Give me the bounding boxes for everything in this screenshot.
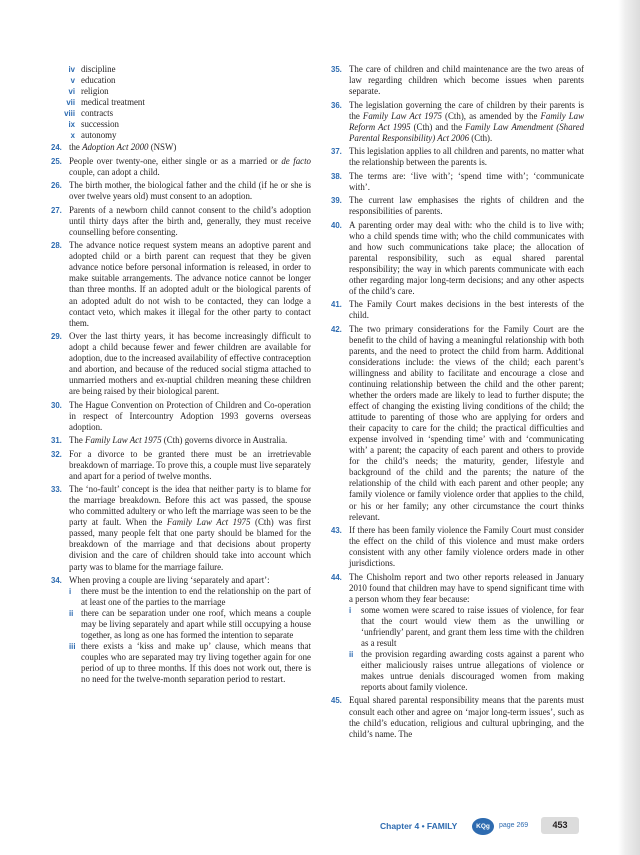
list-numeral: iv <box>68 65 75 74</box>
item-number: 37. <box>331 147 342 157</box>
item-text: A parenting order may deal with: who the child is to live with; who a child spends time with; who the child communicates with and how such communications take place; the allocation of parental responsibility, such as equal shared parental responsibility; the way in which parents communicate with each other regarding major long-term decisions; and any other aspects of the child’s care. <box>349 219 584 296</box>
item-number: 35. <box>331 65 342 74</box>
answer-item <box>51 142 311 153</box>
left-column <box>51 64 311 688</box>
answer-item <box>331 525 584 569</box>
answer-item <box>51 449 311 482</box>
item-text: (Cth) and the <box>410 121 466 132</box>
answer-item <box>331 195 584 217</box>
item-number: 30. <box>51 400 62 410</box>
list-text: medical treatment <box>81 97 145 108</box>
item-number: 44. <box>331 572 342 582</box>
list-numeral: vi <box>68 87 75 97</box>
answer-item <box>331 100 584 144</box>
item-number: 38. <box>331 171 342 181</box>
sub-item <box>69 586 311 608</box>
list-item <box>51 97 311 108</box>
item-text: Parents of a newborn child cannot consent to the child’s adoption until thirty days after the birth and, generally, they must receive counselling before consenting. <box>69 204 311 237</box>
list-text: autonomy <box>81 130 117 141</box>
list-item <box>51 108 311 119</box>
act-title: Family Law Act 1975 <box>85 435 162 446</box>
page-reference: page 269 <box>499 822 529 829</box>
list-numeral: vii <box>66 98 75 108</box>
sub-text: there exists a ‘kiss and make up’ clause, which means that couples who are separated may try living together again for one period of up to three months. If this does not work out, there is no need for the twelve-month separation period to restart. <box>81 641 311 685</box>
sub-item <box>69 608 311 641</box>
list-numeral: x <box>70 131 75 141</box>
item-number: 27. <box>51 205 62 215</box>
item-text: For a divorce to be granted there must be an irretrievable breakdown of marriage. To prove this, a couple must live separately and apart for a period of twelve months. <box>69 448 311 481</box>
item-text: The birth mother, the biological father and the child (if he or she is over twelve years old) must consent to an adoption. <box>69 180 311 202</box>
sub-item <box>349 605 584 649</box>
sub-text: some women were scared to raise issues of violence, for fear that the court would view them as the unwilling or ‘unfriendly’ parent, and grant them less time with the children as a result <box>361 604 584 648</box>
item-number: 33. <box>51 485 62 495</box>
item-text: The ‘no-fault’ concept is the idea that neither party is to blame for the marriage breakdown. Before this act was passed, the spouse who committed adultery or who left the marriage was seen to be the party at fault. When the <box>69 484 311 528</box>
answer-item <box>331 299 584 321</box>
answer-item <box>51 331 311 397</box>
item-number: 45. <box>331 696 342 706</box>
act-title: Family Law Amendment (Shared Parental Responsibility) Act 2006 <box>349 121 585 143</box>
sub-numeral: i <box>349 605 352 615</box>
italic-term: de facto <box>281 155 311 166</box>
item-text: This legislation applies to all children and parents, no matter what the relationship between the parents is. <box>349 146 584 168</box>
answer-item <box>331 695 584 739</box>
sub-item <box>69 641 311 685</box>
item-text: The Chisholm report and two other reports released in January 2010 found that children may have to spend significant time with a person whom they fear because: <box>349 571 584 604</box>
item-number: 29. <box>51 332 62 342</box>
item-number: 42. <box>331 324 342 334</box>
answer-item <box>51 205 311 238</box>
item-number: 26. <box>51 181 62 191</box>
answer-item <box>51 240 311 328</box>
sub-text: there must be the intention to end the relationship on the part of at least one of the parties to the marriage <box>81 586 311 608</box>
item-text: Over the last thirty years, it has become increasingly difficult to adopt a child because fewer and fewer children are available for adoption, due to the increased availability of effective contraception and abortion, and because of the reduced social stigma attached to unmarried mothers and ex-nuptial children meaning these children are being raised by their biological parent. <box>69 331 311 397</box>
page-edge-shadow <box>618 0 640 855</box>
list-numeral: v <box>70 76 75 86</box>
act-title: Family Law Act 1975 <box>362 110 442 121</box>
item-text: couple, can adopt a child. <box>69 166 160 177</box>
item-text: (Cth) governs divorce in Australia. <box>161 435 288 446</box>
item-text: (Cth) was first passed, many people felt that one party should be blamed for the breakdown of the marriage and that decisions about property division and the care of children should take into account which party was to blame for the marriage failure. <box>69 517 311 572</box>
act-title: Family Law Act 1975 <box>166 517 251 528</box>
answer-item <box>51 575 311 685</box>
item-text: Equal shared parental responsibility means that the parents must consult each other and agree on ‘major long-term issues’, such as the child’s education, religious and cultural upbringing, and the child’s name. The <box>349 695 584 739</box>
list-item <box>51 75 311 86</box>
act-title: Adoption Act 2000 <box>82 142 149 153</box>
item-number: 34. <box>51 575 62 585</box>
item-text: (Cth), as amended by the <box>441 110 541 121</box>
item-number: 28. <box>51 241 62 251</box>
list-text: contracts <box>81 108 114 119</box>
item-number: 43. <box>331 526 342 535</box>
list-item <box>51 86 311 97</box>
item-text: (NSW) <box>148 142 177 153</box>
sub-numeral: ii <box>69 609 74 619</box>
list-item <box>51 119 311 130</box>
item-text: People over twenty-one, either single or as a married or <box>69 155 282 166</box>
item-text: The <box>69 435 86 446</box>
item-number: 31. <box>51 436 62 446</box>
kq-badge-icon: KQg <box>472 818 494 835</box>
list-numeral: ix <box>68 120 75 130</box>
right-column <box>331 64 584 742</box>
answer-item <box>331 324 584 523</box>
item-number: 39. <box>331 196 342 206</box>
list-text: education <box>81 75 116 86</box>
list-text: religion <box>81 86 109 97</box>
answer-item <box>51 180 311 202</box>
item-text: The legislation governing the care of children by their parents is the <box>349 99 584 121</box>
list-text: succession <box>81 119 119 130</box>
item-text: (Cth). <box>469 132 493 143</box>
sub-numeral: i <box>69 587 72 597</box>
item-text: the <box>69 142 83 153</box>
sub-item <box>349 649 584 693</box>
item-number: 25. <box>51 156 62 166</box>
item-text: The advance notice request system means an adoptive parent and adopted child or a birth parent can request that they be given advance notice before personal information is released, in order to make suitable arrangements. The advance notice cannot be longer than three months. If an adopted adult or the biological parents of an adopted adult do not wish to be contacted, they can lodge a contact veto, which makes it illegal for the other party to contact them. <box>69 240 311 328</box>
item-text: The Hague Convention on Protection of Children and Co-operation in respect of Intercountry Adoption 1993 governs overseas adoption. <box>69 399 311 432</box>
answer-item <box>51 156 311 178</box>
list-numeral: viii <box>64 109 75 119</box>
chapter-label: Chapter 4 • FAMILY <box>380 821 458 831</box>
answer-item <box>331 171 584 193</box>
list-item <box>51 130 311 141</box>
item-text: The terms are: ‘live with’; ‘spend time with’; ‘communicate with’. <box>349 170 584 192</box>
sub-numeral: ii <box>349 649 354 659</box>
item-text: The current law emphasises the rights of children and the responsibilities of parents. <box>349 195 584 217</box>
answer-item <box>51 484 311 572</box>
page-footer <box>380 818 590 836</box>
answer-item <box>331 220 584 297</box>
item-number: 36. <box>331 100 342 110</box>
act-title: Family Law Reform Act 1995 <box>349 110 584 132</box>
answer-item <box>51 435 311 446</box>
intro-list <box>51 64 311 141</box>
item-number: 24. <box>51 143 62 153</box>
item-text: The Family Court makes decisions in the best interests of the child. <box>349 299 584 321</box>
item-text: When proving a couple are living ‘separately and apart’: <box>69 574 270 585</box>
item-number: 32. <box>51 449 62 459</box>
item-text: The care of children and child maintenance are the two areas of law regarding children which become issues when parents separate. <box>349 64 584 97</box>
sub-text: there can be separation under one roof, which means a couple may be living separately and apart while still occupying a house together, as long as one has formed the intention to separate <box>81 608 311 641</box>
answer-item <box>51 400 311 433</box>
item-number: 41. <box>331 300 342 310</box>
item-number: 40. <box>331 220 342 230</box>
answer-item <box>331 146 584 168</box>
answer-item <box>331 64 584 97</box>
item-text: If there has been family violence the Family Court must consider the effect on the child of this violence and must make orders consistent with any other family violence orders made in other jurisdictions. <box>349 525 584 569</box>
sub-numeral: iii <box>69 642 76 652</box>
item-text: The two primary considerations for the Family Court are the benefit to the child of having a meaningful relationship with both parents, and the need to protect the child from harm. Additional considerations include: the views of the child; each parent’s willingness and ability to facilitate and encourage a close and continuing relationship between the child and the other parent; whether the orders made are likely to lead to further dispute; the effect of changing the existing living conditions of the child; the attitude to parenting of those who are applying for orders and their capacity to care for the child; the practical difficulties and expense involved in ‘spending time’ with and ‘communicating with’ a parent; the capacity of each parent and others to provide for the child’s needs; the maturity, gender, lifestyle and background of the child and the parents; the nature of the relationship of the child with each parent and other people; any family violence or family violence order that applies to the child, or his or her family; any other circumstance the court thinks relevant. <box>349 323 584 522</box>
list-text: discipline <box>81 64 116 74</box>
sub-text: the provision regarding awarding costs against a parent who either maliciously raises untrue allegations of violence or makes untrue denials discouraged women from making reports about family violence. <box>361 648 584 693</box>
answer-item <box>331 572 584 694</box>
list-item <box>51 64 311 75</box>
page-number: 453 <box>541 817 579 834</box>
